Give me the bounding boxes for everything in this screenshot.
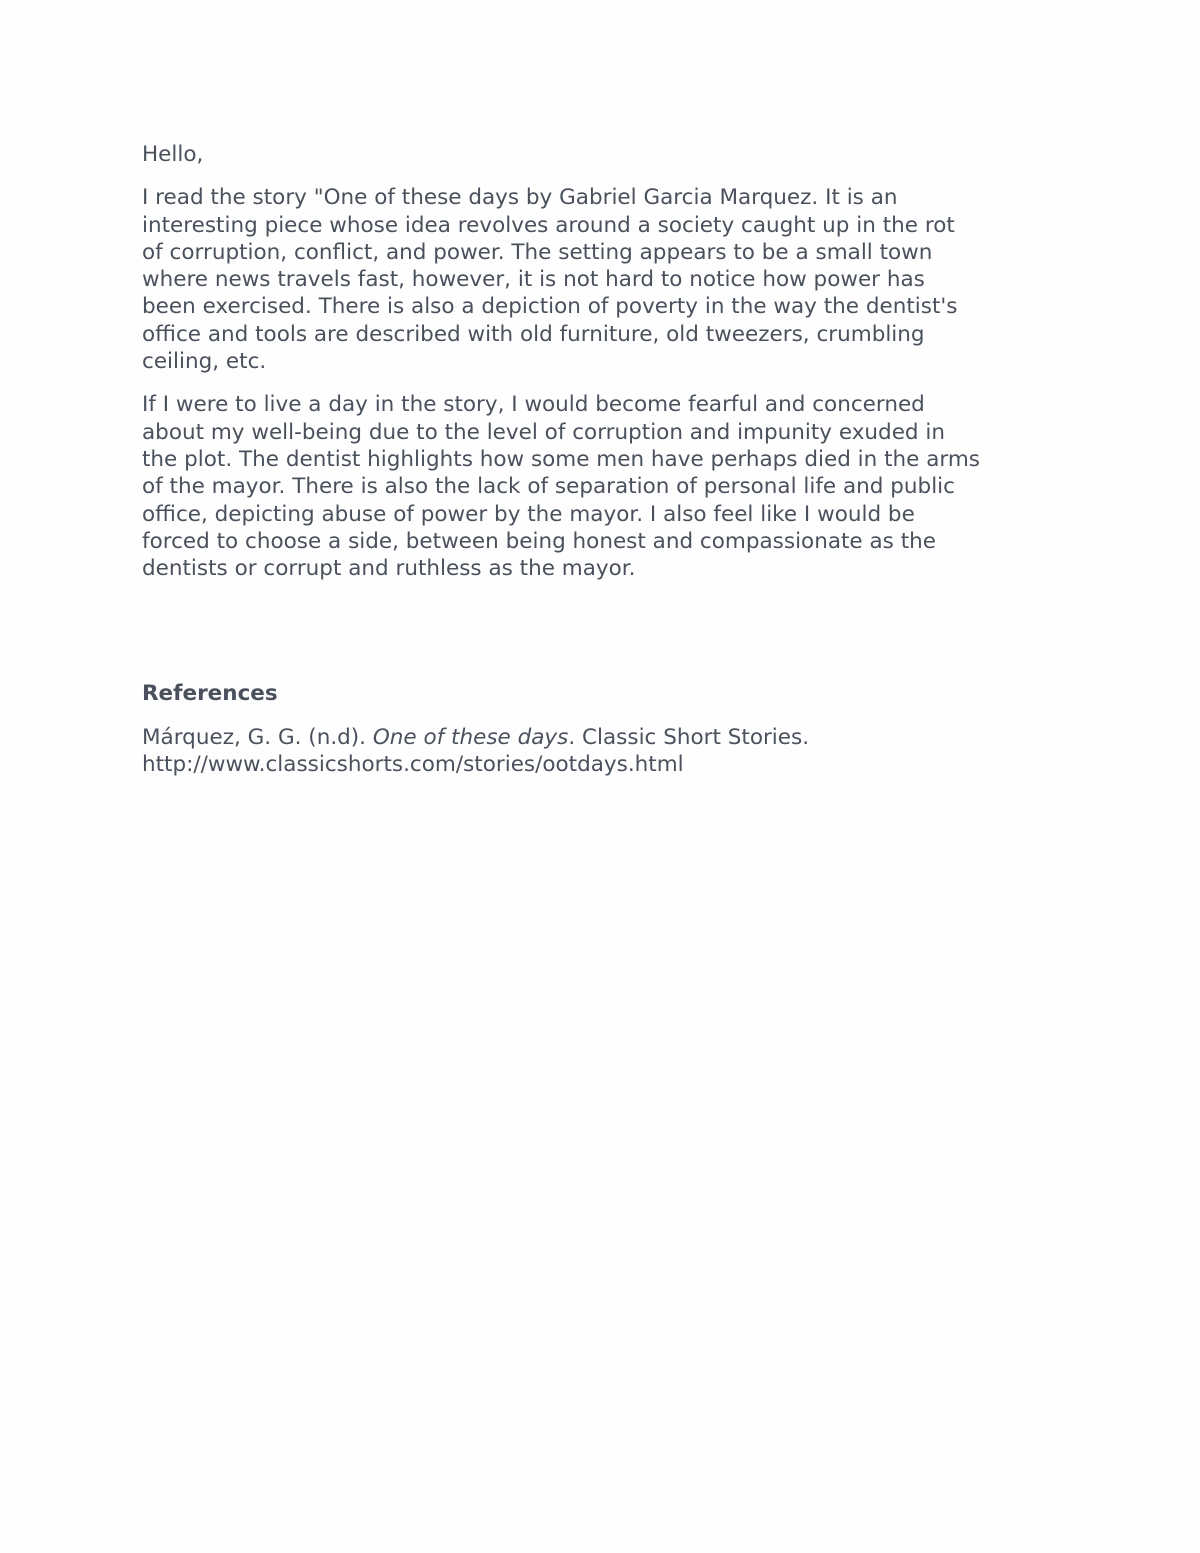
paragraph-line: office, depicting abuse of power by the mayor. I also feel like I would be	[142, 501, 915, 527]
reference-url: http://www.classicshorts.com/stories/ootdays.html	[142, 752, 684, 778]
greeting: Hello,	[142, 142, 204, 167]
paragraph-line: where news travels fast, however, it is not hard to notice how power has	[142, 267, 925, 293]
references-heading: References	[142, 681, 278, 707]
paragraph-line: the plot. The dentist highlights how some men have perhaps died in the arms	[142, 446, 981, 472]
reference-author: Márquez, G. G. (n.d).	[142, 724, 367, 750]
paragraph-line: of the mayor. There is also the lack of separation of personal life and public	[142, 474, 955, 500]
document-body	[142, 141, 1067, 778]
paragraph-line: dentists or corrupt and ruthless as the mayor.	[142, 556, 636, 582]
reference-publisher: . Classic Short Stories.	[568, 724, 810, 750]
blank-space	[142, 598, 1067, 680]
paragraph-2	[142, 391, 1067, 582]
reference-citation-line	[142, 724, 1067, 751]
paragraph-line: of corruption, conflict, and power. The setting appears to be a small town	[142, 239, 933, 265]
reference-entry	[142, 724, 1067, 779]
paragraph-line: been exercised. There is also a depiction of poverty in the way the dentist's	[142, 294, 958, 320]
reference-title: One of these days	[372, 724, 569, 750]
paragraph-line: ceiling, etc.	[142, 349, 267, 375]
paragraph-line: forced to choose a side, between being honest and compassionate as the	[142, 528, 936, 554]
paragraph-line: interesting piece whose idea revolves around a society caught up in the rot	[142, 212, 955, 238]
paragraph-line: If I were to live a day in the story, I would become fearful and concerned	[142, 392, 925, 418]
paragraph-line: office and tools are described with old furniture, old tweezers, crumbling	[142, 321, 925, 347]
paragraph-line: about my well-being due to the level of corruption and impunity exuded in	[142, 419, 946, 445]
paragraph-line: I read the story "One of these days by Gabriel Garcia Marquez. It is an	[142, 185, 898, 211]
paragraph-1	[142, 184, 1067, 375]
